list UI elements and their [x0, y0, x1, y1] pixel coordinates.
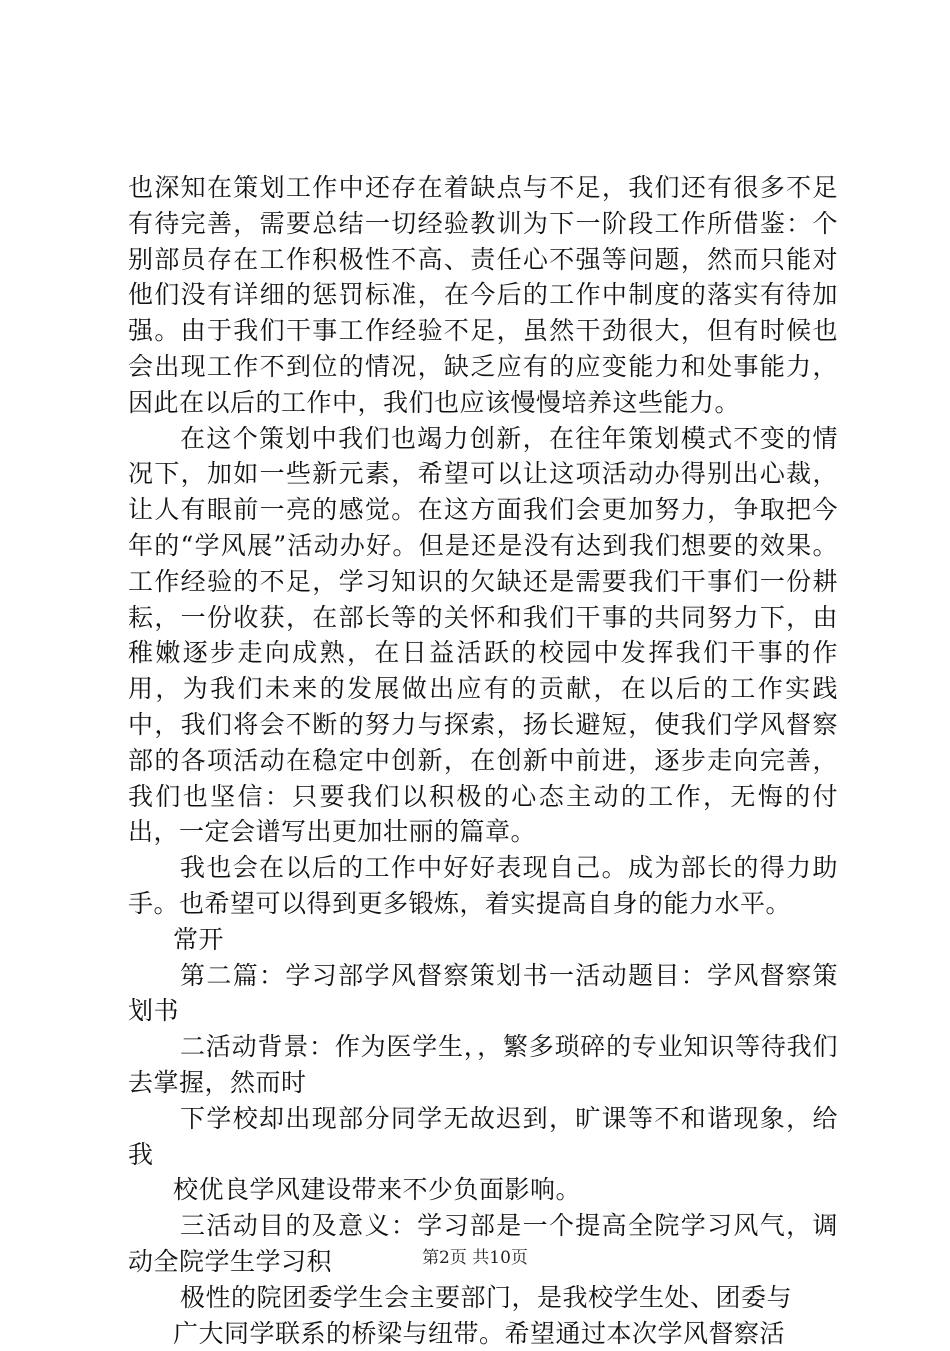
paragraph-2: 在这个策划中我们也竭力创新，在往年策划模式不变的情况下，加如一些新元素，希望可以让这项活动办得别出心裁，让人有眼前一亮的感觉。在这方面我们会更加努力，争取把今年的“学风展”活动办好。但是还是没有达到我们想要的效果。工作经验的不足，学习知识的欠缺还是需要我们干事们一份耕耘，一份收获，在部长等的关怀和我们干事的共同努力下，由稚嫩逐步走向成熟，在日益活跃的校园中发挥我们干事的作用，为我们未来的发展做出应有的贡献，在以后的工作实践中，我们将会不断的努力与探索，扬长避短，使我们学风督察部的各项活动在稳定中创新，在创新中前进，逐步走向完善，我们也坚信：只要我们以积极的心态主动的工作，无悔的付出，一定会谱写出更加壮丽的篇章。: [128, 421, 838, 851]
paragraph-4: 常开: [128, 922, 838, 958]
paragraph-11: 广大同学联系的桥梁与纽带。希望通过本次学风督察活: [128, 1316, 838, 1351]
page-footer: 第2页 共10页: [0, 1243, 950, 1268]
document-body: [128, 170, 838, 1351]
paragraph-7: 下学校却出现部分同学无故迟到，旷课等不和谐现象，给我: [128, 1101, 838, 1173]
paragraph-1: 也深知在策划工作中还存在着缺点与不足，我们还有很多不足有待完善，需要总结一切经验教训为下一阶段工作所借鉴：个别部员存在工作积极性不高、责任心不强等问题，然而只能对他们没有详细的惩罚标准，在今后的工作中制度的落实有待加强。由于我们干事工作经验不足，虽然干劲很大，但有时候也会出现工作不到位的情况，缺乏应有的应变能力和处事能力，因此在以后的工作中，我们也应该慢慢培养这些能力。: [128, 170, 838, 421]
paragraph-6: 二活动背景：作为医学生，，繁多琐碎的专业知识等待我们去掌握，然而时: [128, 1029, 838, 1101]
paragraph-8: 校优良学风建设带来不少负面影响。: [128, 1172, 838, 1208]
paragraph-5: 第二篇：学习部学风督察策划书一活动题目：学风督察策划书: [128, 958, 838, 1030]
paragraph-3: 我也会在以后的工作中好好表现自己。成为部长的得力助手。也希望可以得到更多锻炼，着实提高自身的能力水平。: [128, 850, 838, 922]
paragraph-9: 三活动目的及意义：学习部是一个提高全院学习风气，调动全院学生学习积: [128, 1208, 838, 1280]
paragraph-10: 极性的院团委学生会主要部门，是我校学生处、团委与: [128, 1280, 838, 1316]
